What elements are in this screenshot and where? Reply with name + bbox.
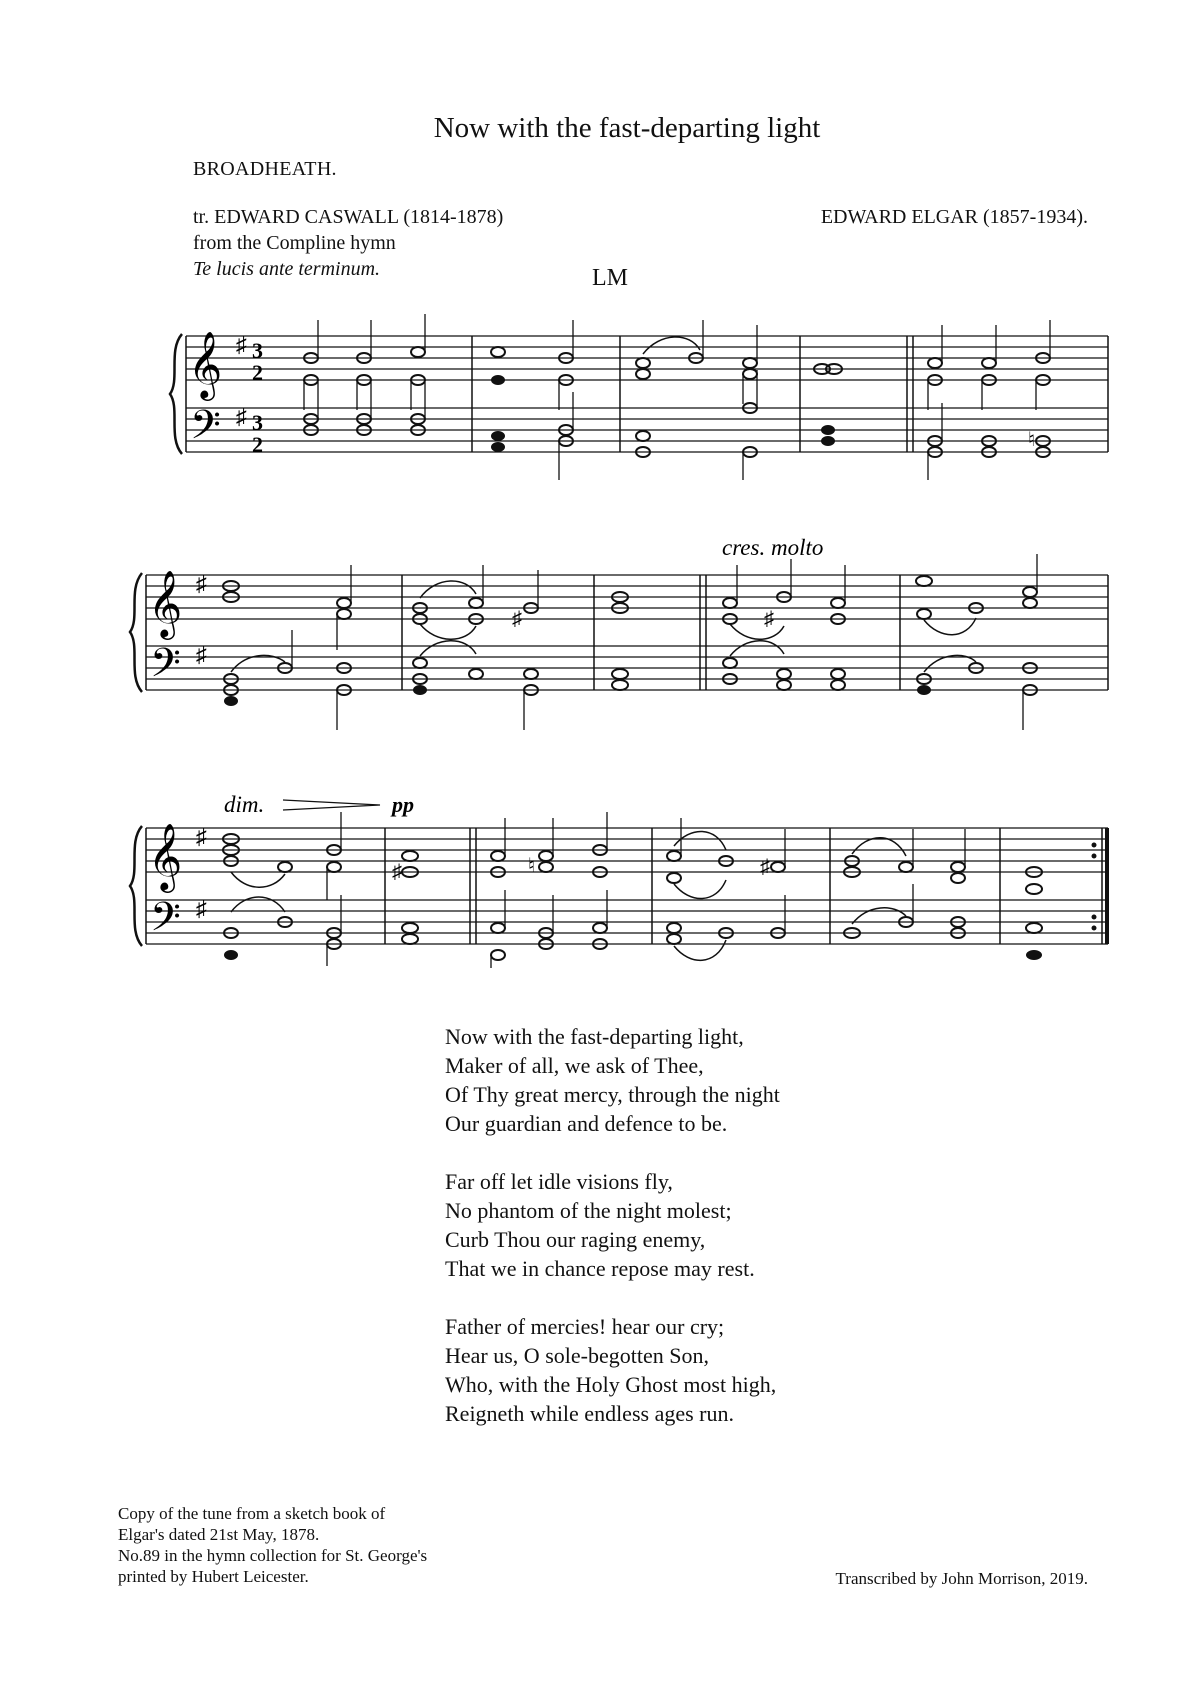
dynamic-cres-molto: cres. molto [722,535,824,560]
verse-line: Far off let idle visions fly, [445,1169,673,1194]
music-system-2 [0,535,1200,740]
tune-name: BROADHEATH. [193,158,337,180]
time-sig-bottom: 2 [252,360,263,385]
transcriber-credit: Transcribed by John Morrison, 2019. [835,1569,1088,1588]
notes [223,834,1042,960]
time-sig-top-bass: 3 [252,410,263,435]
bass-clef: 𝄢 [150,894,181,950]
time-sig-bottom-bass: 2 [252,432,263,457]
source-line: from the Compline hymn [193,232,396,254]
verse-line: Maker of all, we ask of Thee, [445,1053,704,1078]
footnote-line: Copy of the tune from a sketch book of [118,1504,386,1523]
ties [231,831,906,960]
treble-clef: 𝄞 [188,330,223,398]
filled-notes [224,950,1042,960]
natural-accidental: ♮ [528,855,536,877]
filled-notes [224,685,931,706]
stems [292,554,1037,730]
music-system-1 [0,300,1200,500]
verse-line: Reigneth while endless ages run. [445,1401,734,1426]
sharp-accidental: ♯ [512,608,522,630]
lyrics [445,1022,780,1457]
dynamic-pp: pp [392,792,414,817]
footnote-line: Elgar's dated 21st May, 1878. [118,1525,320,1544]
verse-2 [445,1167,780,1283]
ties [231,581,976,672]
verse-line: Now with the fast-departing light, [445,1024,744,1049]
bass-clef: 𝄢 [150,640,181,696]
barlines [402,575,1108,690]
treble-clef: 𝄞 [148,569,183,637]
brace [170,334,182,454]
brace [130,573,142,692]
treble-clef: 𝄞 [148,822,183,890]
staff-lines [186,336,1108,452]
decrescendo-hairpin [283,800,380,810]
bass-clef: 𝄢 [190,402,221,458]
verse-line: Hear us, O sole-begotten Son, [445,1343,709,1368]
verse-line: No phantom of the night molest; [445,1198,732,1223]
verse-1 [445,1022,780,1138]
music-system-3 [0,770,1200,970]
repeat-dots [1092,843,1097,931]
meter-label: LM [592,265,628,291]
barlines [385,828,1102,944]
verse-line: Who, with the Holy Ghost most high, [445,1372,777,1397]
verse-line: Curb Thou our raging enemy, [445,1227,706,1252]
hymn-title: Now with the fast-departing light [433,112,821,144]
verse-line: Father of mercies! hear our cry; [445,1314,725,1339]
key-sharp-bass: ♯ [196,896,207,921]
key-sharp-bass: ♯ [236,404,247,429]
tie [643,337,700,354]
verse-3 [445,1312,780,1428]
verse-line: That we in chance repose may rest. [445,1256,755,1281]
dynamic-dim: dim. [224,792,265,817]
translator-credit: tr. EDWARD CASWALL (1814-1878) [193,206,504,228]
key-sharp-bass: ♯ [196,642,207,667]
notes [223,576,1037,695]
sharp-accidental: ♯ [764,608,774,630]
footnote-line: No.89 in the hymn collection for St. George's [118,1546,428,1565]
composer-credit: EDWARD ELGAR (1857-1934). [820,206,1088,228]
stems [304,314,1050,480]
sharp-accidental: ♯ [760,856,770,878]
verse-line: Of Thy great mercy, through the night [445,1082,780,1107]
key-sharp-treble: ♯ [236,332,247,357]
footnote [118,1503,427,1587]
footnote-line: printed by Hubert Leicester. [118,1567,309,1586]
key-sharp-treble: ♯ [196,824,207,849]
final-barline [1105,828,1109,944]
sharp-accidental: ♯ [392,861,402,883]
brace [130,826,142,946]
staff-lines [146,828,1108,944]
key-sharp-treble: ♯ [196,571,207,596]
natural-sign: ♮ [1028,429,1036,451]
source-latin-title: Te lucis ante terminum. [193,258,381,280]
verse-line: Our guardian and defence to be. [445,1111,728,1136]
time-sig-top: 3 [252,338,263,363]
